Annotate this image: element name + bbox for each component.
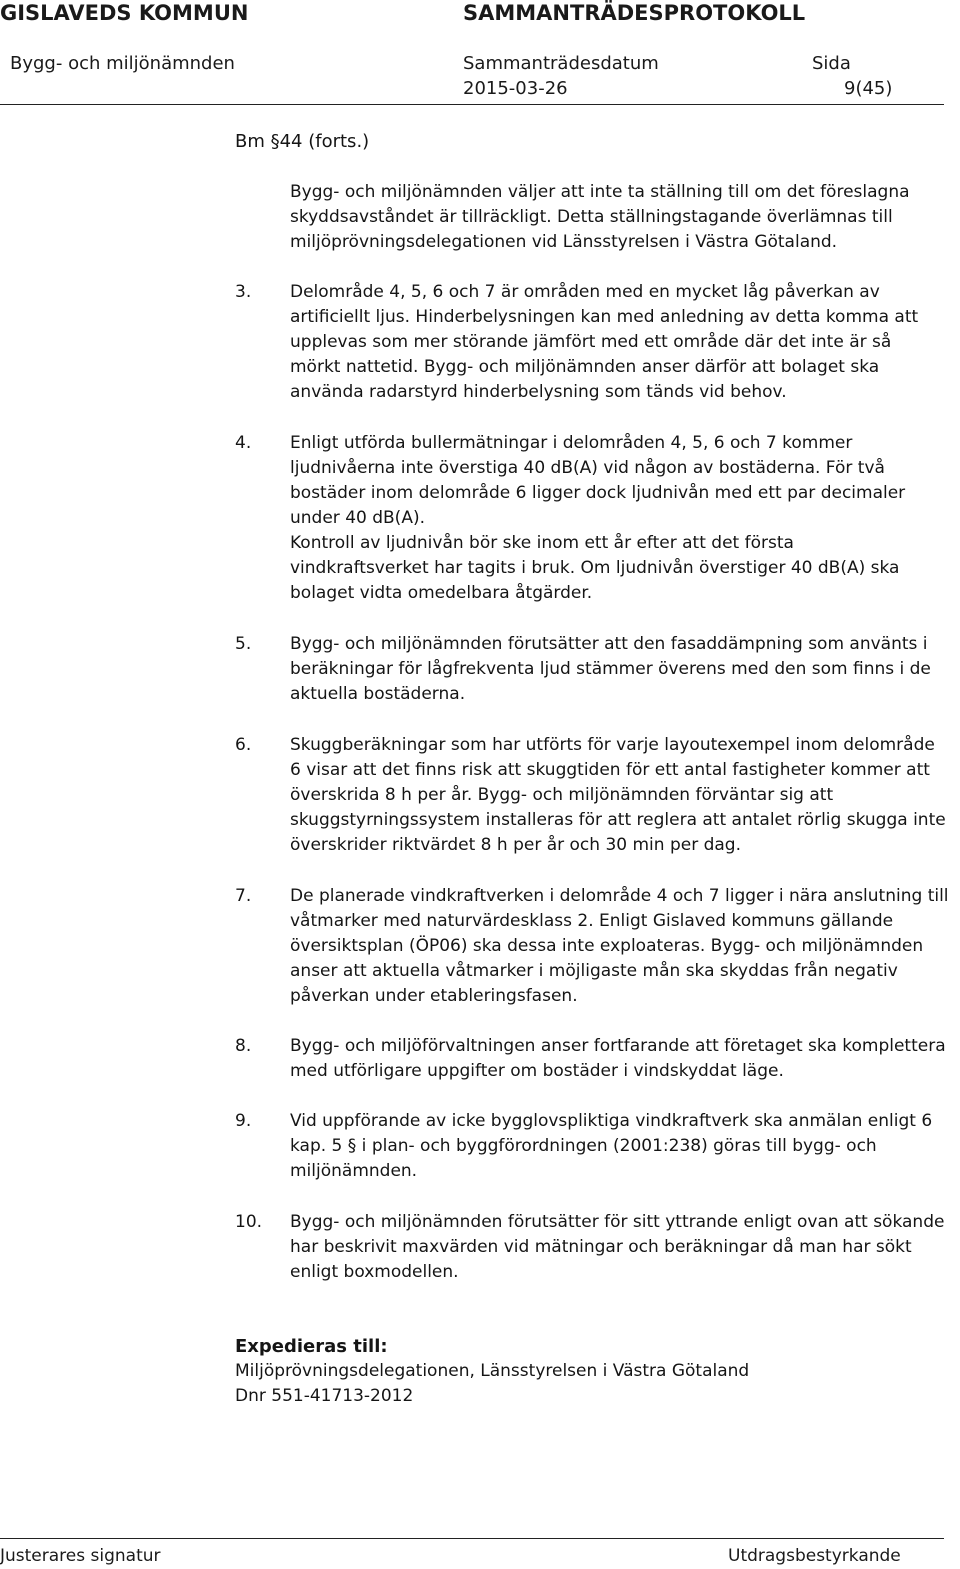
item-line: översiktsplan (ÖP06) ska dessa inte exploateras. Bygg- och miljönämnden bbox=[290, 936, 924, 956]
meeting-date: 2015-03-26 bbox=[463, 78, 568, 99]
item-9-text bbox=[290, 1109, 960, 1184]
item-line: Skuggberäkningar som har utförts för varje layoutexempel inom delområde bbox=[290, 735, 935, 755]
item-line: bostäder inom delområde 6 ligger dock ljudnivån med ett par decimaler bbox=[290, 483, 906, 503]
item-line: ljudnivåerna inte överstiga 40 dB(A) vid någon av bostäderna. För två bbox=[290, 458, 885, 478]
item-line: använda radarstyrd hinderbelysning som tänds vid behov. bbox=[290, 382, 787, 402]
item-line: kap. 5 § i plan- och byggförordningen (2001:238) göras till bygg- och bbox=[290, 1136, 877, 1156]
item-line: skuggstyrningssystem installeras för att reglera att antalet rörlig skugga inte bbox=[290, 810, 946, 830]
item-line: Vid uppförande av icke bygglovspliktiga vindkraftverk ska anmälan enligt 6 bbox=[290, 1111, 933, 1131]
expedieras-heading: Expedieras till: bbox=[235, 1336, 388, 1357]
item-line: upplevas som mer störande jämfört med ett område där det inte är så bbox=[290, 332, 892, 352]
item-line: aktuella bostäderna. bbox=[290, 684, 466, 704]
item-line: Enligt utförda bullermätningar i delområden 4, 5, 6 och 7 kommer bbox=[290, 433, 853, 453]
item-line: överskrider riktvärdet 8 h per år och 30 min per dag. bbox=[290, 835, 741, 855]
item-line: enligt boxmodellen. bbox=[290, 1262, 459, 1282]
item-line: överskrida 8 h per år. Bygg- och miljönämnden förväntar sig att bbox=[290, 785, 834, 805]
section-title: Bm §44 (forts.) bbox=[235, 131, 370, 152]
item-number: 5. bbox=[235, 634, 252, 654]
item-number: 7. bbox=[235, 886, 252, 906]
item-line: De planerade vindkraftverken i delområde 4 och 7 ligger i nära anslutning till bbox=[290, 886, 949, 906]
page-number: 9(45) bbox=[844, 78, 893, 99]
item-number: 8. bbox=[235, 1036, 252, 1056]
intro-line: Bygg- och miljönämnden väljer att inte ta ställning till om det föreslagna bbox=[290, 182, 910, 202]
item-line: Kontroll av ljudnivån bör ske inom ett år efter att det första bbox=[290, 533, 794, 553]
municipality-name: GISLAVEDS KOMMUN bbox=[0, 1, 249, 25]
item-line: Bygg- och miljönämnden förutsätter att den fasaddämpning som använts i bbox=[290, 634, 928, 654]
item-line: påverkan under etableringsfasen. bbox=[290, 986, 578, 1006]
item-line: har beskrivit maxvärden vid mätningar och beräkningar då man har sökt bbox=[290, 1237, 912, 1257]
expedieras-line: Miljöprövningsdelegationen, Länsstyrelsen i Västra Götaland bbox=[235, 1361, 750, 1381]
page-label: Sida bbox=[812, 53, 851, 74]
expedieras-line: Dnr 551-41713-2012 bbox=[235, 1386, 414, 1406]
item-number: 9. bbox=[235, 1111, 252, 1131]
intro-line: miljöprövningsdelegationen vid Länsstyrelsen i Västra Götaland. bbox=[290, 232, 838, 252]
item-number: 6. bbox=[235, 735, 252, 755]
intro-paragraph bbox=[290, 180, 960, 255]
item-line: bolaget vidta omedelbara åtgärder. bbox=[290, 583, 593, 603]
item-line: Bygg- och miljöförvaltningen anser fortfarande att företaget ska komplettera bbox=[290, 1036, 946, 1056]
item-6-text bbox=[290, 733, 960, 858]
footer-extract-label: Utdragsbestyrkande bbox=[728, 1546, 901, 1566]
item-line: beräkningar för lågfrekventa ljud stämmer överens med den som finns i de bbox=[290, 659, 931, 679]
board-name: Bygg- och miljönämnden bbox=[10, 53, 235, 74]
item-5-text bbox=[290, 632, 960, 707]
header-divider bbox=[0, 104, 944, 105]
item-4-text bbox=[290, 431, 960, 606]
document-type: SAMMANTRÄDESPROTOKOLL bbox=[463, 1, 806, 25]
footer-divider bbox=[0, 1538, 944, 1539]
item-3-text bbox=[290, 280, 960, 405]
item-number: 4. bbox=[235, 433, 252, 453]
item-line: Delområde 4, 5, 6 och 7 är områden med en mycket låg påverkan av bbox=[290, 282, 880, 302]
item-8-text bbox=[290, 1034, 960, 1084]
item-10-text bbox=[290, 1210, 960, 1285]
item-line: Bygg- och miljönämnden förutsätter för sitt yttrande enligt ovan att sökande bbox=[290, 1212, 945, 1232]
item-number: 10. bbox=[235, 1212, 263, 1232]
item-number: 3. bbox=[235, 282, 252, 302]
intro-line: skyddsavståndet är tillräckligt. Detta ställningstagande överlämnas till bbox=[290, 207, 893, 227]
footer-signature-label: Justerares signatur bbox=[0, 1546, 161, 1566]
item-line: med utförligare uppgifter om bostäder i vindskyddat läge. bbox=[290, 1061, 784, 1081]
item-line: anser att aktuella våtmarker i möjligaste mån ska skyddas från negativ bbox=[290, 961, 898, 981]
item-line: 6 visar att det finns risk att skuggtiden för ett antal fastigheter kommer att bbox=[290, 760, 930, 780]
item-line: vindkraftsverket har tagits i bruk. Om ljudnivån överstiger 40 dB(A) ska bbox=[290, 558, 900, 578]
item-line: våtmarker med naturvärdesklass 2. Enligt Gislaved kommuns gällande bbox=[290, 911, 894, 931]
item-line: miljönämnden. bbox=[290, 1161, 418, 1181]
item-7-text bbox=[290, 884, 960, 1009]
item-line: mörkt nattetid. Bygg- och miljönämnden anser därför att bolaget ska bbox=[290, 357, 880, 377]
item-line: under 40 dB(A). bbox=[290, 508, 425, 528]
date-label: Sammanträdesdatum bbox=[463, 53, 659, 74]
item-line: artificiellt ljus. Hinderbelysningen kan med anledning av detta komma att bbox=[290, 307, 919, 327]
